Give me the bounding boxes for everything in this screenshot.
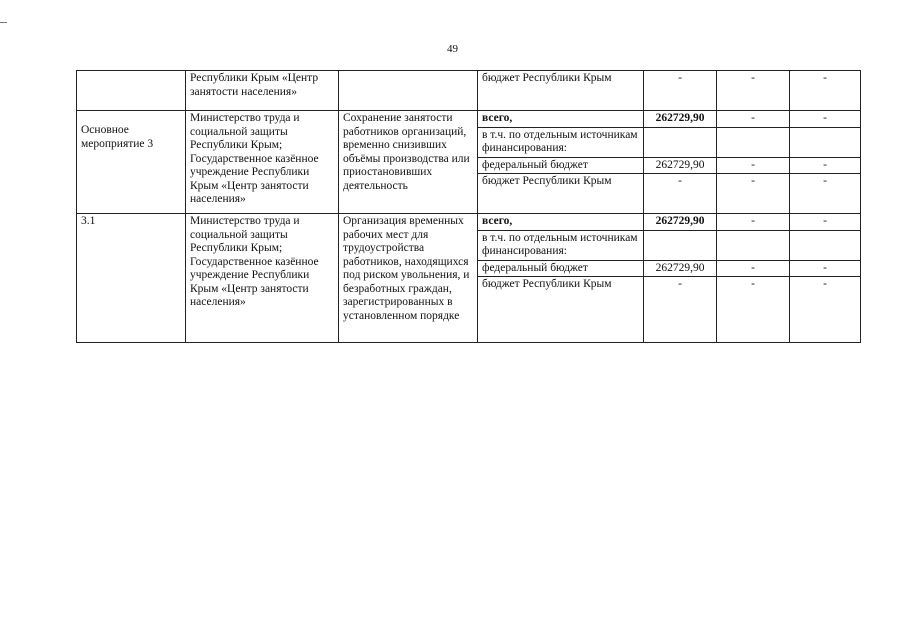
cell-activity-name: Организация временных рабочих мест для трудоустройства работников, находящихся под риском увольнения, и безработных граждан, зарегистрированных в установленном порядке: [339, 214, 478, 343]
cell-value-2: -: [717, 214, 790, 231]
cell-value-1: 262729,90: [644, 111, 717, 128]
cell-activity-number: [77, 111, 186, 214]
cell-executor: Министерство труда и социальной защиты Республики Крым; Государственное казённое учреждение Республики Крым «Центр занятости населения»: [186, 111, 339, 214]
cell-value-3: -: [790, 71, 861, 111]
cell-value-2: -: [717, 111, 790, 128]
cell-funding-source: бюджет Республики Крым: [478, 174, 644, 214]
table-row: [77, 71, 861, 111]
cell-value-1: 262729,90: [644, 157, 717, 174]
table-row: [77, 111, 861, 128]
scan-edge-mark: [0, 22, 7, 23]
cell-activity-name: Сохранение занятости работников организаций, временно снизивших объёмы производства или приостановивших деятельность: [339, 111, 478, 214]
activity-number-text: Основное мероприятие 3: [81, 124, 154, 150]
cell-activity-name: [339, 71, 478, 111]
cell-activity-number: 3.1: [77, 214, 186, 343]
cell-value-3: -: [790, 277, 861, 343]
cell-funding-source: в т.ч. по отдельным источникам финансирования:: [478, 127, 644, 157]
cell-funding-source: всего,: [478, 111, 644, 128]
cell-funding-source: всего,: [478, 214, 644, 231]
cell-value-1: -: [644, 277, 717, 343]
cell-funding-source: бюджет Республики Крым: [478, 277, 644, 343]
cell-funding-source: федеральный бюджет: [478, 157, 644, 174]
program-funding-table: [76, 70, 861, 343]
cell-value-1: [644, 230, 717, 260]
cell-value-3: -: [790, 260, 861, 277]
cell-value-2: [717, 230, 790, 260]
cell-value-3: [790, 230, 861, 260]
cell-value-1: [644, 127, 717, 157]
cell-value-3: -: [790, 214, 861, 231]
cell-executor: Республики Крым «Центр занятости населения»: [186, 71, 339, 111]
cell-activity-number: [77, 71, 186, 111]
cell-value-2: -: [717, 260, 790, 277]
cell-value-2: -: [717, 277, 790, 343]
cell-value-2: -: [717, 71, 790, 111]
cell-value-2: -: [717, 157, 790, 174]
table-row: [77, 214, 861, 231]
cell-value-1: -: [644, 174, 717, 214]
cell-value-3: -: [790, 157, 861, 174]
cell-value-1: -: [644, 71, 717, 111]
cell-value-3: [790, 127, 861, 157]
cell-value-1: 262729,90: [644, 260, 717, 277]
cell-value-1: 262729,90: [644, 214, 717, 231]
cell-value-2: -: [717, 174, 790, 214]
cell-value-3: -: [790, 111, 861, 128]
cell-executor: Министерство труда и социальной защиты Республики Крым; Государственное казённое учреждение Республики Крым «Центр занятости населения»: [186, 214, 339, 343]
cell-funding-source: федеральный бюджет: [478, 260, 644, 277]
cell-funding-source: бюджет Республики Крым: [478, 71, 644, 111]
cell-value-3: -: [790, 174, 861, 214]
cell-funding-source: в т.ч. по отдельным источникам финансирования:: [478, 230, 644, 260]
page-number: 49: [447, 43, 458, 55]
cell-value-2: [717, 127, 790, 157]
